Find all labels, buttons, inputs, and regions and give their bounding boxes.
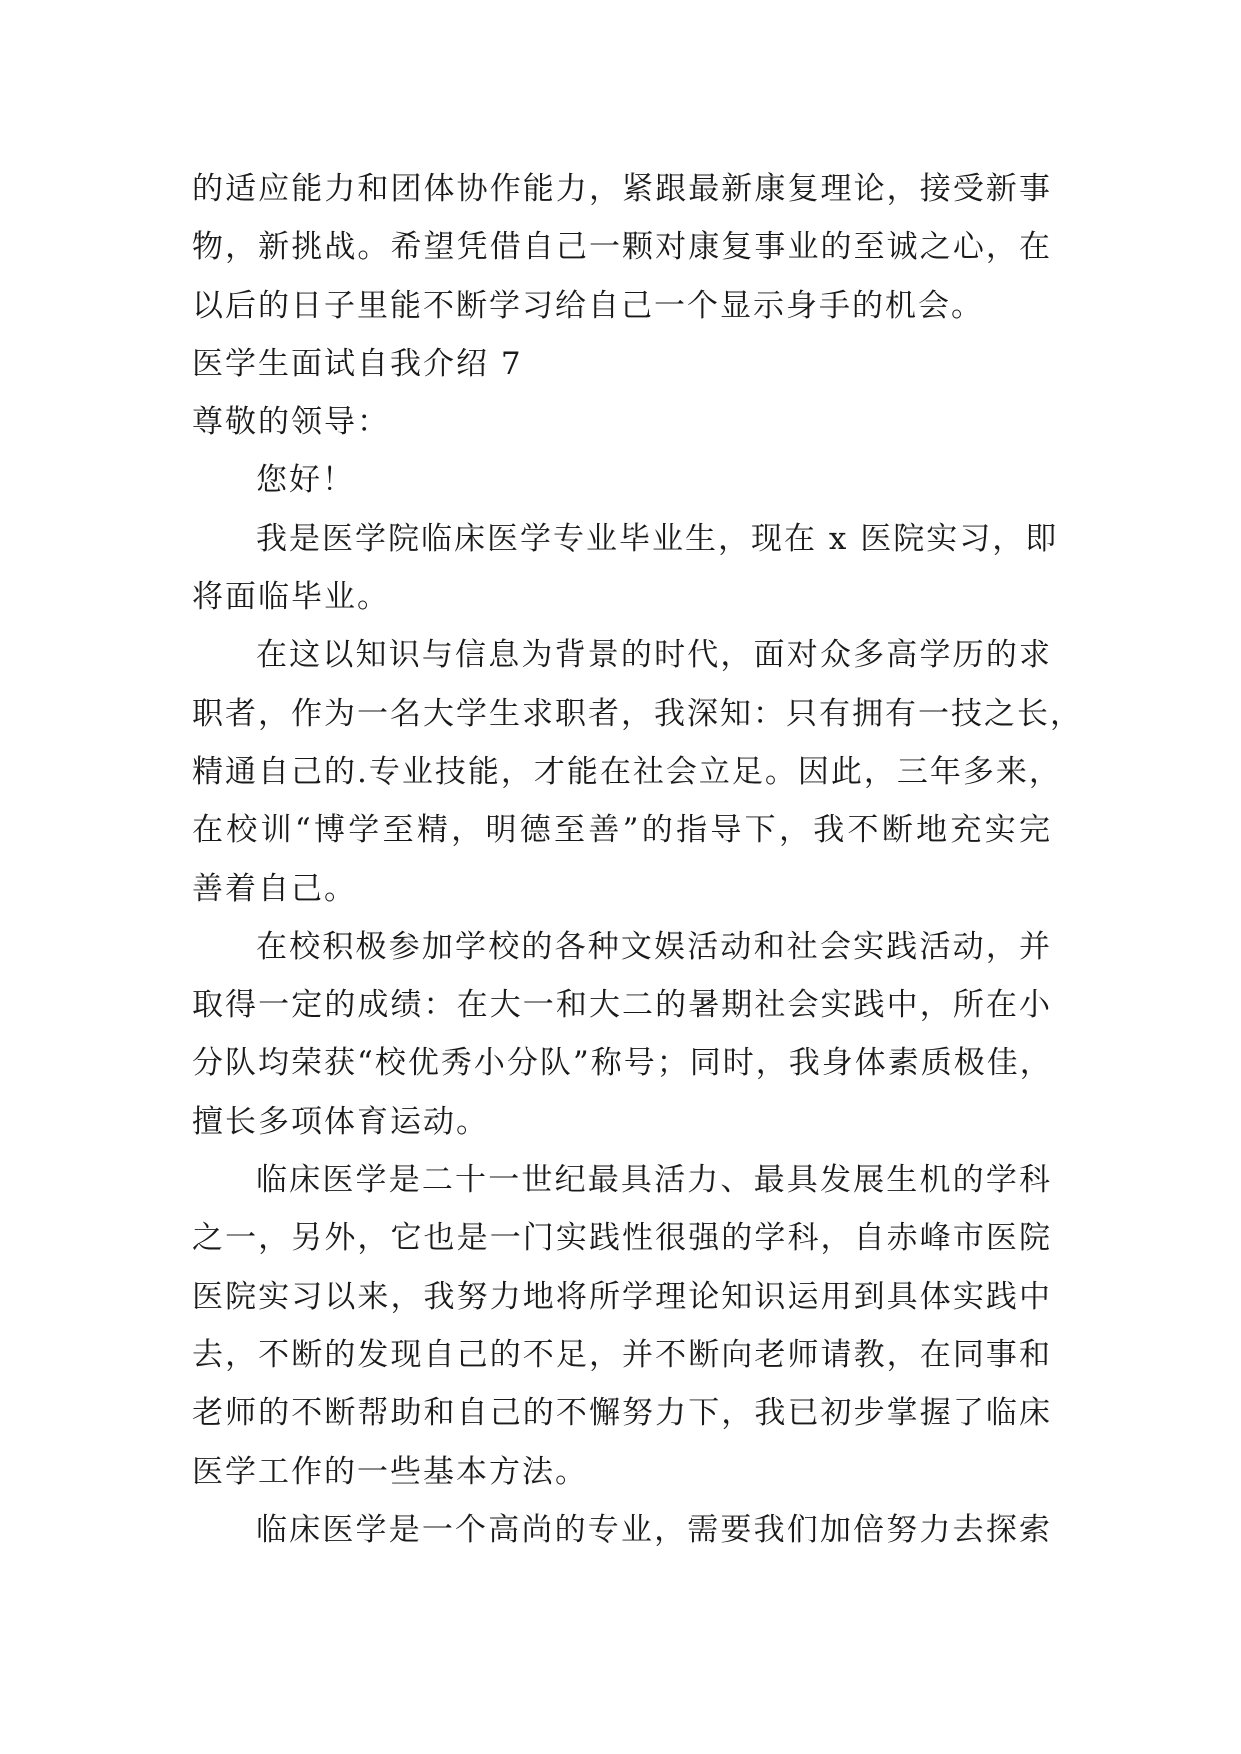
text-line: 以后的日子里能不断学习给自己一个显示身手的机会。 xyxy=(192,287,984,324)
text-line: 去，不断的发现自己的不足，并不断向老师请教，在同事和 xyxy=(192,1336,1052,1373)
text-line: 医学生面试自我介绍 7 xyxy=(192,345,523,382)
text-line: 在这以知识与信息为背景的时代，面对众多高学历的求 xyxy=(256,637,1052,674)
text-line: 医学工作的一些基本方法。 xyxy=(192,1453,588,1490)
text-line: 医院实习以来，我努力地将所学理论知识运用到具体实践中 xyxy=(192,1278,1052,1315)
text-line: 将面临毕业。 xyxy=(192,579,390,616)
text-line: 在校积极参加学校的各种文娱活动和社会实践活动，并 xyxy=(256,928,1052,965)
text-line: 精通自己的.专业技能，才能在社会立足。因此，三年多来， xyxy=(192,753,1062,790)
document-body xyxy=(192,160,1083,1559)
text-line: 的适应能力和团体协作能力，紧跟最新康复理论，接受新事 xyxy=(192,171,1052,207)
text-line: 老师的不断帮助和自己的不懈努力下，我已初步掌握了临床 xyxy=(192,1395,1052,1432)
text-line: 我是医学院临床医学专业毕业生，现在 x 医院实习，即 xyxy=(256,520,1059,557)
text-line: 您好！ xyxy=(256,462,355,499)
text-line: 职者，作为一名大学生求职者，我深知：只有拥有一技之长， xyxy=(192,695,1083,732)
text-line: 分队均荣获“校优秀小分队”称号；同时，我身体素质极佳， xyxy=(192,1045,1053,1082)
text-line: 临床医学是一个高尚的专业，需要我们加倍努力去探索 xyxy=(256,1511,1052,1548)
text-line: 物，新挑战。希望凭借自己一颗对康复事业的至诚之心，在 xyxy=(192,229,1052,266)
text-line: 取得一定的成绩：在大一和大二的暑期社会实践中，所在小 xyxy=(192,987,1052,1024)
text-line: 擅长多项体育运动。 xyxy=(192,1103,489,1140)
text-line: 善着自己。 xyxy=(192,870,357,907)
text-line: 之一，另外，它也是一门实践性很强的学科，自赤峰市医院 xyxy=(192,1220,1052,1257)
text-line: 临床医学是二十一世纪最具活力、最具发展生机的学科 xyxy=(256,1162,1052,1199)
text-line: 在校训“博学至精，明德至善”的指导下，我不断地充实完 xyxy=(192,812,1052,849)
text-line: 尊敬的领导： xyxy=(192,404,390,441)
